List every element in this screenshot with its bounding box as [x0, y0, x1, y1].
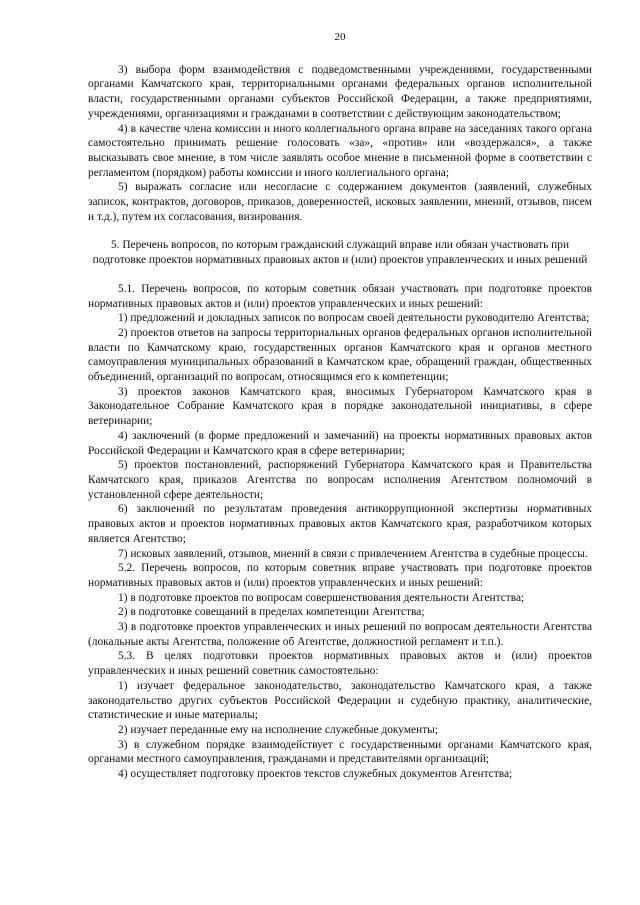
paragraph: 2) проектов ответов на запросы территориальных органов федеральных органов исполнительной власти по Камчатскому краю, государственных органов Камчатского края и органов местного самоуправления муниципальных образований в Камчатском крае, обращений граждан, общественных объединений, организаций по вопросам, относящимся его к компетенции;	[88, 326, 592, 384]
page-number: 20	[334, 31, 346, 43]
top-items-block	[88, 63, 592, 225]
paragraph: 1) изучает федеральное законодательство, законодательство Камчатского края, а также законодательство других субъектов Российской Федерации и судебную практику, аналитические, статистические и иные материалы;	[88, 679, 592, 722]
paragraph: 5) проектов постановлений, распоряжений Губернатора Камчатского края и Правительства Камчатского края, приказов Агентства по вопросам исполнения Агентством полномочий в установленной сфере деятельности;	[88, 459, 592, 501]
paragraph: 3) в служебном порядке взаимодействует с государственными органами Камчатского края, органами местного самоуправления, гражданами и представителями организаций;	[88, 738, 592, 766]
paragraph: 5.3. В целях подготовки проектов нормативных правовых актов и (или) проектов управленческих и иных решений советник самостоятельно:	[88, 650, 592, 678]
paragraph: 3) в подготовке проектов управленческих и иных решений по вопросам деятельности Агентства (локальные акты Агентства, положение об Агентстве, должностной регламент и т.п.).	[88, 621, 592, 648]
paragraph: 5) выражать согласие или несогласие с содержанием документов (заявлений, служебных записок, контрактов, договоров, приказов, доверенностей, исковых заявлении, мнений, отзывов, писем и т.д.), путем их согласования, визирования.	[88, 181, 592, 223]
section-title: 5. Перечень вопросов, по которым гражданский служащий вправе или обязан участвовать при подготовке проектов нормативных правовых актов и (или) проектов управленческих и иных решений	[92, 239, 588, 267]
paragraph: 5.1. Перечень вопросов, по которым советник обязан участвовать при подготовке проектов нормативных правовых актов и (или) проектов управленческих и иных решений:	[88, 282, 592, 310]
paragraph: 3) проектов законов Камчатского края, вносимых Губернатором Камчатского края в Законодательное Собрание Камчатского края в порядке законодательной инициативы, в сфере ветеринарии;	[88, 385, 592, 428]
paragraph: 3) выбора форм взаимодействия с подведомственными учреждениями, государственными органами Камчатского края, территориальными органами федеральных органов исполнительной власти, государственными органами субъектов Российской Федерации, а также предприятиями, учреждениями, организациями и гражданами в соответствии с действующим законодательством;	[88, 63, 592, 120]
paragraph: 2) в подготовке совещаний в пределах компетенции Агентства;	[118, 606, 425, 619]
paragraph: 1) предложений и докладных записок по вопросам своей деятельности руководителю Агентства;	[118, 312, 590, 325]
paragraph: 2) изучает переданные ему на исполнение служебные документы;	[118, 723, 439, 736]
paragraph: 4) осуществляет подготовку проектов текстов служебных документов Агентства;	[118, 768, 513, 781]
paragraph: 7) исковых заявлений, отзывов, мнений в связи с привлечением Агентства в судебные процессы.	[118, 547, 588, 560]
paragraph: 5.2. Перечень вопросов, по которым советник вправе участвовать при подготовке проектов нормативных правовых актов и (или) проектов управленческих и иных решений:	[88, 562, 592, 589]
paragraph: 4) заключений (в форме предложений и замечаний) на проекты нормативных правовых актов Российской Федерации и Камчатского края в сфере ветеринарии;	[88, 429, 592, 457]
paragraph: 1) в подготовке проектов по вопросам совершенствования деятельности Агентства;	[118, 591, 525, 604]
paragraph: 4) в качестве члена комиссии и иного коллегиального органа вправе на заседаниях такого органа самостоятельно принимать решение голосовать «за», «против» или «воздержался», а также высказывать свое мнение, в том числе заявлять особое мнение в письменной форме в соответствии с регламентом (порядком) работы комиссии и иного коллегиального органа;	[88, 122, 592, 179]
paragraph: 6) заключений по результатам проведения антикоррупционной экспертизы нормативных правовых актов и проектов нормативных правовых актов Камчатского края, разработчиком которых является Агентство;	[88, 503, 592, 545]
section-items-block	[88, 282, 592, 782]
